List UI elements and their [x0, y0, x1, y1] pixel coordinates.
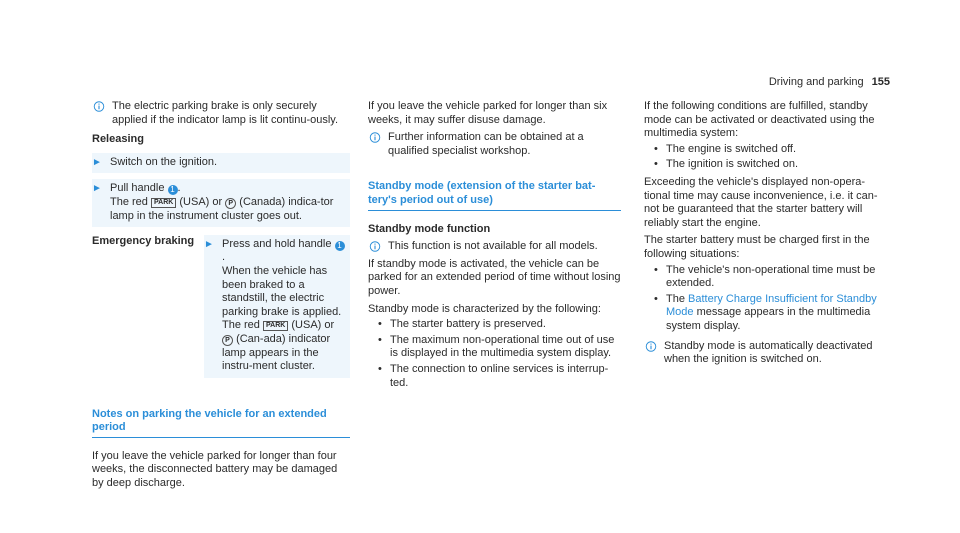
page-header [769, 76, 890, 90]
paragraph: If you leave the vehicle parked for longer than four weeks, the disconnected battery may be damaged by deep discharge. [92, 449, 338, 490]
subheading-standby-function: Standby mode function [368, 222, 491, 235]
paragraph: The starter battery must be charged first in the following situations: [644, 234, 870, 260]
text-span: When the vehicle has been braked to a standstill, the electric parking brake is applied. The red [222, 264, 342, 332]
bullet-list [644, 264, 890, 334]
list-item-text: The connection to online services is interrup-ted. [390, 362, 609, 389]
text-span: Pull handle [110, 182, 165, 195]
list-item [368, 334, 621, 361]
bullet-icon: • [378, 318, 382, 331]
bullet-icon: • [654, 263, 658, 276]
bullet-icon: • [654, 158, 658, 171]
list-item-text: The engine is switched off. [666, 142, 797, 155]
bullet-list [644, 143, 890, 172]
park-lamp-icon: PARK [263, 321, 288, 331]
list-item [644, 143, 890, 157]
info-icon [644, 341, 658, 352]
step-switch-on [92, 153, 350, 174]
section-title-standby-mode: Standby mode (extension of the starter bat-tery's period out of use) [368, 180, 621, 210]
bullet-icon: • [378, 333, 382, 346]
text-span: (USA) or [291, 319, 335, 332]
arrow-right-icon: ► [92, 156, 102, 168]
step-text: Switch on the ignition. [110, 155, 218, 168]
paragraph: If the following conditions are fulfilled, standby mode can be activated or deactivated using the multimedia system: [644, 100, 875, 140]
text-span: message appears in the multimedia system display. [666, 306, 871, 332]
text-span: The [666, 292, 685, 305]
list-item [368, 363, 621, 390]
releasing-heading: Releasing [92, 133, 144, 146]
list-item [644, 264, 890, 291]
paragraph: Exceeding the vehicle's displayed non-opera-tional time may cause inconvenience, i.e. it can-not be guaranteed that the starter battery will reliably start the engine. [644, 175, 878, 229]
info-icon [368, 132, 382, 143]
bullet-list [368, 318, 621, 390]
text-span: (Can-ada) indicator lamp appears in the instru-ment cluster. [222, 332, 331, 373]
paragraph: If standby mode is activated, the vehicle can be parked for an extended period of time without losing power. [368, 257, 621, 297]
section-title-extended-parking: Notes on parking the vehicle for an extended period [92, 408, 350, 438]
list-item [368, 318, 621, 332]
info-note [368, 131, 621, 158]
step-press-handle [204, 235, 350, 378]
list-item-text: The ignition is switched on. [666, 158, 799, 171]
section-name: Driving and parking [768, 76, 864, 88]
info-icon [92, 101, 106, 112]
text-span: (USA) or [179, 195, 223, 208]
p-lamp-icon: P [222, 335, 233, 346]
list-item-text: The starter battery is preserved. [390, 318, 546, 331]
text-span: (Canada) indica-tor lamp in the instrument cluster goes out. [110, 195, 334, 222]
bullet-icon: • [378, 362, 382, 375]
step-text [222, 238, 346, 374]
p-lamp-icon: P [225, 198, 236, 209]
emergency-heading: Emergency braking [92, 235, 195, 248]
arrow-right-icon: ► [92, 183, 102, 195]
list-item-text: The maximum non-operational time out of use is displayed in the multimedia system display. [390, 333, 615, 360]
info-icon [368, 241, 382, 252]
bullet-icon: • [654, 142, 658, 155]
text-span: . [222, 251, 226, 264]
text-span: The red [110, 195, 148, 208]
info-note [368, 240, 621, 254]
park-lamp-icon: PARK [151, 198, 176, 208]
list-item-text: The vehicle's non-operational time must be extended. [666, 263, 876, 290]
step-pull-handle [92, 179, 350, 227]
note-text: Further information can be obtained at a qualified specialist workshop. [388, 131, 584, 157]
paragraph: Standby mode is characterized by the following: [368, 302, 601, 315]
bullet-icon: • [654, 292, 658, 305]
column-3 [644, 100, 890, 367]
text-span: . [177, 182, 181, 195]
display-message-link[interactable]: Battery Charge Insufficient for Standby Mode [666, 292, 877, 319]
callout-badge: 1 [335, 241, 345, 251]
list-item-text [666, 293, 890, 334]
arrow-right-icon: ► [204, 238, 214, 250]
column-1 [92, 100, 350, 491]
note-text: The electric parking brake is only securely applied if the indicator lamp is lit continu-ously. [112, 100, 339, 126]
paragraph: If you leave the vehicle parked for longer than six weeks, it may suffer disuse damage. [368, 100, 608, 126]
page-number: 155 [871, 76, 890, 88]
callout-badge: 1 [168, 185, 178, 195]
info-note [644, 340, 890, 367]
info-note [92, 100, 350, 127]
list-item [644, 158, 890, 172]
text-span: Press and hold handle [222, 237, 332, 250]
step-text [110, 182, 346, 223]
note-text: This function is not available for all models. [388, 240, 598, 253]
list-item [644, 293, 890, 334]
column-2 [368, 100, 621, 390]
note-text: Standby mode is automatically deactivated when the ignition is switched on. [664, 339, 873, 366]
